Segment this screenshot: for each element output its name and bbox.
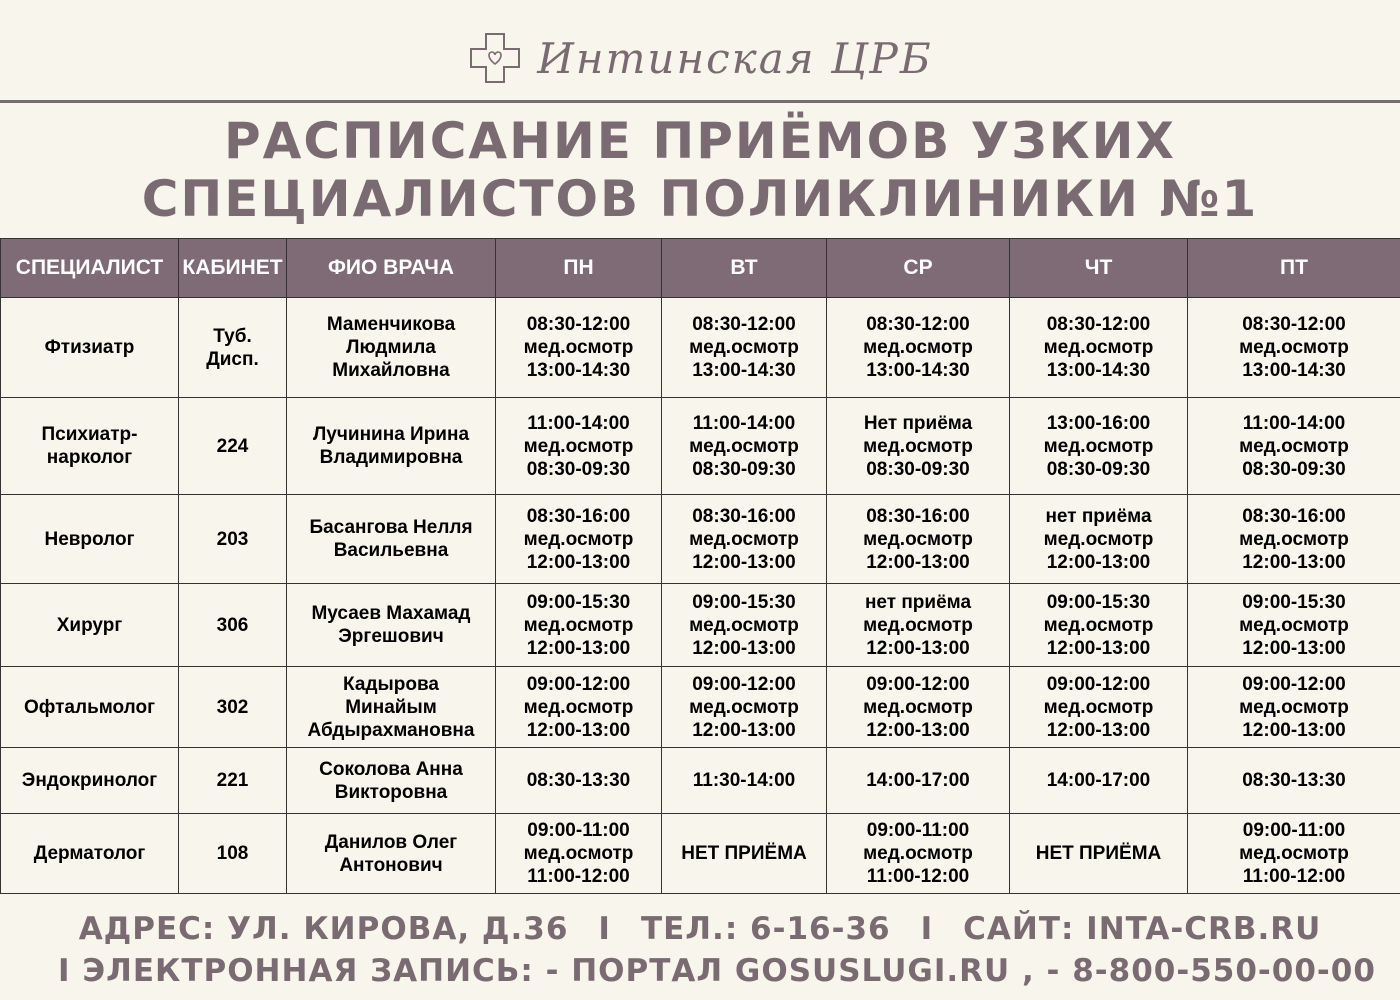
doctor-cell-line: Васильевна — [333, 540, 449, 561]
schedule-cell-mon-line: 09:00-12:00 — [526, 673, 631, 695]
schedule-cell-mon-line: 11:00-12:00 — [527, 866, 630, 887]
schedule-cell-mon-line: 08:30-09:30 — [526, 458, 631, 480]
schedule-cell-thu-line: 12:00-13:00 — [1046, 551, 1151, 573]
doctor-cell-line: Данилов Олег — [324, 831, 458, 853]
schedule-cell-mon-line: 08:30-16:00 — [526, 505, 631, 527]
schedule-cell-wed-line: 12:00-13:00 — [866, 637, 970, 659]
schedule-cell-wed — [827, 495, 1010, 584]
doctor-cell-line: Абдырахмановна — [307, 719, 475, 741]
schedule-cell-wed-line: мед.осмотр — [863, 696, 973, 718]
schedule-cell-fri-line: 09:00-15:30 — [1242, 591, 1346, 613]
schedule-cell-mon-line: мед.осмотр — [523, 337, 634, 358]
schedule-table — [0, 238, 1400, 894]
schedule-cell-mon — [496, 298, 662, 398]
header-thu: ЧТ — [1010, 239, 1188, 298]
schedule-cell-fri-line: мед.осмотр — [1239, 843, 1349, 864]
schedule-cell-wed-line: 12:00-13:00 — [866, 551, 970, 573]
footer-phone: ТЕЛ.: 6-16-36 — [640, 911, 891, 947]
room-cell — [179, 298, 287, 398]
schedule-cell-wed-line: мед.осмотр — [863, 337, 973, 358]
specialist-cell-line: Невролог — [44, 528, 135, 550]
schedule-cell-mon-line: 08:30-12:00 — [526, 314, 631, 335]
schedule-cell-mon-line: 12:00-13:00 — [526, 637, 631, 659]
schedule-cell-fri-line: 12:00-13:00 — [1242, 551, 1346, 573]
schedule-cell-fri — [1188, 584, 1400, 667]
header-tue: ВТ — [662, 239, 827, 298]
schedule-cell-thu-line: мед.осмотр — [1043, 696, 1154, 718]
table-row — [1, 584, 1400, 667]
schedule-cell-mon — [496, 814, 662, 894]
specialist-cell-line: Дерматолог — [33, 843, 146, 864]
schedule-cell-wed-line: 08:30-09:30 — [866, 458, 970, 480]
room-cell-line: 108 — [216, 843, 249, 864]
specialist-cell-line: Эндокринолог — [21, 770, 158, 791]
schedule-cell-tue-line: 12:00-13:00 — [692, 551, 796, 573]
logo — [0, 28, 1400, 88]
schedule-cell-tue-line: 13:00-14:30 — [692, 360, 796, 381]
room-cell-line: Дисп. — [206, 348, 259, 370]
specialist-cell-line: Психиатр- — [41, 424, 138, 445]
page-title — [0, 112, 1400, 228]
cross-heart-icon — [467, 30, 523, 86]
header-doctor: ФИО ВРАЧА — [287, 239, 496, 298]
schedule-cell-wed — [827, 748, 1010, 814]
footer-contacts — [0, 908, 1400, 950]
schedule-cell-wed — [827, 667, 1010, 748]
schedule-cell-fri — [1188, 667, 1400, 748]
schedule-cell-wed-line: 09:00-11:00 — [866, 820, 970, 841]
schedule-cell-wed-line: 12:00-13:00 — [866, 719, 970, 741]
specialist-cell-line: нарколог — [46, 447, 133, 468]
schedule-cell-thu-line: нет приёма — [1045, 505, 1152, 527]
schedule-cell-thu-line: 13:00-14:30 — [1046, 360, 1151, 381]
schedule-cell-wed — [827, 814, 1010, 894]
doctor-cell — [287, 814, 496, 894]
room-cell-line: 306 — [216, 614, 249, 636]
table-row — [1, 667, 1400, 748]
schedule-cell-thu — [1010, 584, 1188, 667]
title-line-2: СПЕЦИАЛИСТОВ ПОЛИКЛИНИКИ №1 — [141, 170, 1259, 228]
footer-separator: I — [598, 911, 611, 947]
schedule-cell-mon — [496, 667, 662, 748]
doctor-cell-line: Михайловна — [332, 360, 450, 381]
doctor-cell-line: Людмила — [346, 337, 436, 358]
schedule-cell-fri — [1188, 298, 1400, 398]
table-header-row — [1, 239, 1400, 298]
table-row — [1, 748, 1400, 814]
schedule-cell-mon-line: мед.осмотр — [523, 528, 634, 550]
room-cell-line: 203 — [216, 528, 249, 550]
schedule-cell-fri-line: 08:30-09:30 — [1242, 458, 1346, 480]
schedule-cell-tue — [662, 298, 827, 398]
room-cell — [179, 748, 287, 814]
schedule-cell-fri-line: 09:00-11:00 — [1242, 820, 1346, 841]
schedule-cell-tue-line: мед.осмотр — [689, 337, 799, 358]
doctor-cell — [287, 584, 496, 667]
doctor-cell-line: Лучинина Ирина — [312, 424, 470, 445]
schedule-cell-fri-line: 09:00-12:00 — [1242, 673, 1346, 695]
schedule-cell-tue — [662, 495, 827, 584]
schedule-cell-fri-line: 11:00-14:00 — [1242, 412, 1346, 434]
doctor-cell — [287, 495, 496, 584]
doctor-cell-line: Маменчикова — [326, 314, 456, 335]
schedule-cell-tue-line: 11:30-14:00 — [692, 770, 796, 791]
schedule-cell-thu-line: 08:30-09:30 — [1046, 458, 1151, 480]
schedule-cell-fri — [1188, 814, 1400, 894]
specialist-cell — [1, 748, 179, 814]
specialist-cell — [1, 584, 179, 667]
doctor-cell-line: Эргешович — [338, 626, 444, 647]
schedule-cell-thu-line: мед.осмотр — [1043, 435, 1154, 457]
schedule-cell-tue-line: 09:00-15:30 — [692, 591, 796, 613]
schedule-cell-thu — [1010, 748, 1188, 814]
schedule-cell-thu — [1010, 814, 1188, 894]
schedule-cell-wed — [827, 584, 1010, 667]
doctor-cell — [287, 298, 496, 398]
schedule-cell-tue — [662, 584, 827, 667]
room-cell-line: 221 — [216, 770, 249, 791]
schedule-cell-tue — [662, 814, 827, 894]
schedule-cell-tue-line: мед.осмотр — [689, 528, 799, 550]
table-row — [1, 398, 1400, 495]
schedule-cell-fri-line: мед.осмотр — [1239, 696, 1349, 718]
footer — [0, 908, 1400, 992]
title-line-1: РАСПИСАНИЕ ПРИЁМОВ УЗКИХ — [224, 112, 1176, 170]
header-room: КАБИНЕТ — [179, 239, 287, 298]
doctor-cell-line: Минайым — [345, 696, 437, 718]
schedule-cell-tue-line: мед.осмотр — [689, 435, 799, 457]
table-row — [1, 298, 1400, 398]
schedule-cell-thu-line: 08:30-12:00 — [1046, 314, 1151, 335]
room-cell — [179, 495, 287, 584]
doctor-cell — [287, 748, 496, 814]
schedule-cell-mon-line: 12:00-13:00 — [526, 551, 631, 573]
specialist-cell — [1, 667, 179, 748]
schedule-cell-mon-line: мед.осмотр — [523, 435, 634, 457]
specialist-cell — [1, 495, 179, 584]
schedule-cell-mon-line: мед.осмотр — [523, 696, 634, 718]
schedule-cell-fri — [1188, 748, 1400, 814]
footer-separator: I — [920, 911, 934, 947]
schedule-cell-mon-line: 11:00-14:00 — [527, 412, 630, 434]
schedule-cell-fri-line: 08:30-13:30 — [1242, 770, 1346, 791]
schedule-cell-mon — [496, 398, 662, 495]
doctor-cell — [287, 398, 496, 495]
header-specialist: СПЕЦИАЛИСТ — [1, 239, 179, 298]
schedule-cell-mon-line: 12:00-13:00 — [526, 719, 631, 741]
table-row — [1, 495, 1400, 584]
schedule-cell-fri-line: мед.осмотр — [1239, 337, 1349, 358]
room-cell-line: Туб. — [213, 325, 252, 347]
schedule-cell-mon-line: 09:00-11:00 — [527, 820, 630, 841]
schedule-cell-tue — [662, 748, 827, 814]
doctor-cell-line: Кадырова — [343, 673, 439, 695]
schedule-cell-tue-line: НЕТ ПРИЁМА — [681, 843, 807, 864]
doctor-cell-line: Викторовна — [334, 781, 448, 803]
doctor-cell-line: Мусаев Махамад — [311, 603, 471, 624]
room-cell — [179, 814, 287, 894]
schedule-cell-thu-line: мед.осмотр — [1043, 614, 1154, 636]
schedule-cell-fri — [1188, 495, 1400, 584]
schedule-cell-thu-line: НЕТ ПРИЁМА — [1035, 843, 1162, 864]
schedule-cell-fri-line: мед.осмотр — [1239, 435, 1349, 457]
schedule-cell-fri-line: мед.осмотр — [1239, 528, 1349, 550]
schedule-cell-fri-line: 08:30-12:00 — [1242, 314, 1346, 335]
schedule-cell-wed-line: 11:00-12:00 — [866, 866, 970, 887]
schedule-cell-fri-line: 08:30-16:00 — [1242, 505, 1346, 527]
schedule-cell-wed-line: 08:30-12:00 — [866, 314, 970, 335]
schedule-cell-tue-line: 08:30-16:00 — [692, 505, 796, 527]
schedule-cell-mon-line: мед.осмотр — [523, 843, 634, 864]
schedule-cell-thu-line: 12:00-13:00 — [1046, 719, 1151, 741]
doctor-cell-line: Антонович — [339, 854, 443, 876]
specialist-cell-line: Фтизиатр — [44, 337, 135, 358]
schedule-cell-mon-line: 13:00-14:30 — [526, 360, 631, 381]
table-row — [1, 814, 1400, 894]
schedule-cell-wed-line: 14:00-17:00 — [866, 770, 970, 791]
schedule-cell-tue-line: мед.осмотр — [689, 696, 799, 718]
schedule-cell-thu — [1010, 495, 1188, 584]
schedule-cell-wed-line: 13:00-14:30 — [866, 360, 970, 381]
doctor-cell-line: Соколова Анна — [319, 758, 463, 780]
room-cell — [179, 667, 287, 748]
schedule-cell-tue — [662, 398, 827, 495]
schedule-cell-tue-line: 09:00-12:00 — [692, 673, 796, 695]
doctor-cell-line: Басангова Нелля — [309, 517, 473, 538]
schedule-cell-wed-line: 09:00-12:00 — [866, 673, 970, 695]
schedule-cell-wed-line: мед.осмотр — [863, 435, 973, 457]
schedule-cell-tue-line: 12:00-13:00 — [692, 637, 796, 659]
schedule-cell-tue-line: 08:30-12:00 — [692, 314, 796, 335]
schedule-cell-tue-line: мед.осмотр — [689, 614, 799, 636]
schedule-cell-fri-line: 13:00-14:30 — [1242, 360, 1346, 381]
schedule-cell-fri — [1188, 398, 1400, 495]
schedule-cell-wed-line: нет приёма — [864, 591, 972, 613]
specialist-cell-line: Хирург — [56, 614, 123, 636]
header-fri: ПТ — [1188, 239, 1400, 298]
schedule-cell-tue — [662, 667, 827, 748]
schedule-cell-mon — [496, 495, 662, 584]
schedule-cell-thu — [1010, 398, 1188, 495]
schedule-cell-thu — [1010, 667, 1188, 748]
schedule-cell-wed-line: мед.осмотр — [863, 843, 973, 864]
schedule-cell-wed-line: Нет приёма — [863, 412, 973, 434]
schedule-cell-wed — [827, 298, 1010, 398]
schedule-cell-fri-line: 12:00-13:00 — [1242, 637, 1346, 659]
room-cell — [179, 584, 287, 667]
specialist-cell — [1, 398, 179, 495]
schedule-cell-mon — [496, 584, 662, 667]
footer-booking: I ЭЛЕКТРОННАЯ ЗАПИСЬ: - ПОРТАЛ GOSUSLUGI.RU , - 8-800-550-00-00 — [58, 953, 1376, 989]
schedule-cell-fri-line: мед.осмотр — [1239, 614, 1349, 636]
footer-address: АДРЕС: УЛ. КИРОВА, Д.36 — [78, 911, 569, 947]
schedule-cell-wed-line: 08:30-16:00 — [866, 505, 970, 527]
schedule-cell-mon-line: 08:30-13:30 — [526, 770, 631, 791]
schedule-cell-thu-line: 13:00-16:00 — [1046, 412, 1151, 434]
schedule-cell-thu-line: 14:00-17:00 — [1046, 770, 1151, 791]
doctor-cell-line: Владимировна — [319, 447, 463, 468]
schedule-cell-wed-line: мед.осмотр — [863, 614, 973, 636]
footer-site[interactable]: САЙТ: INTA-CRB.RU — [963, 911, 1322, 947]
schedule-cell-thu — [1010, 298, 1188, 398]
schedule-cell-thu-line: мед.осмотр — [1043, 337, 1154, 358]
room-cell-line: 224 — [216, 435, 249, 457]
schedule-cell-wed — [827, 398, 1010, 495]
schedule-cell-thu-line: мед.осмотр — [1043, 528, 1154, 550]
schedule-cell-tue-line: 11:00-14:00 — [692, 412, 796, 434]
header-wed: СР — [827, 239, 1010, 298]
schedule-cell-fri-line: 12:00-13:00 — [1242, 719, 1346, 741]
header-mon: ПН — [496, 239, 662, 298]
specialist-cell — [1, 298, 179, 398]
schedule-cell-mon-line: мед.осмотр — [523, 614, 634, 636]
schedule-cell-mon-line: 09:00-15:30 — [526, 591, 631, 613]
schedule-cell-wed-line: мед.осмотр — [863, 528, 973, 550]
schedule-cell-fri-line: 11:00-12:00 — [1242, 866, 1346, 887]
room-cell — [179, 398, 287, 495]
schedule-cell-thu-line: 09:00-15:30 — [1046, 591, 1151, 613]
specialist-cell — [1, 814, 179, 894]
schedule-cell-thu-line: 09:00-12:00 — [1046, 673, 1151, 695]
schedule-cell-mon — [496, 748, 662, 814]
header-divider — [0, 100, 1400, 103]
schedule-cell-thu-line: 12:00-13:00 — [1046, 637, 1151, 659]
doctor-cell — [287, 667, 496, 748]
logo-text: Интинская ЦРБ — [537, 33, 933, 83]
schedule-cell-tue-line: 08:30-09:30 — [692, 458, 796, 480]
room-cell-line: 302 — [216, 696, 249, 718]
specialist-cell-line: Офтальмолог — [23, 696, 156, 718]
schedule-cell-tue-line: 12:00-13:00 — [692, 719, 796, 741]
